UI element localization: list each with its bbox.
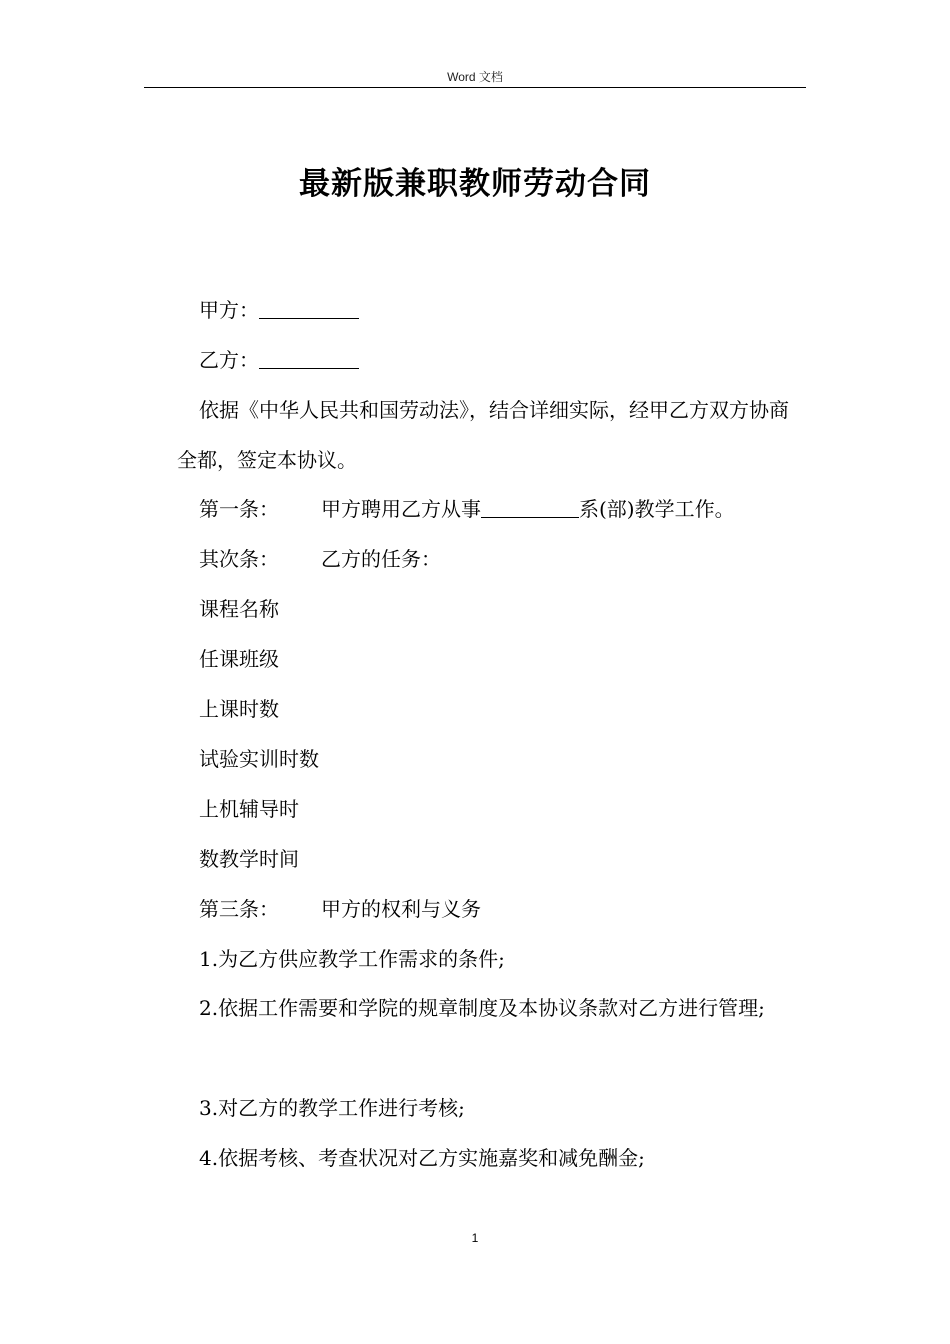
task-item: 课程名称 — [199, 597, 279, 621]
task-item: 上机辅导时 — [199, 797, 299, 821]
party-b-blank — [259, 348, 359, 369]
clause-2: 2.依据工作需要和学院的规章制度及本协议条款对乙方进行管理; — [199, 996, 765, 1020]
article-3-text: 甲方的权利与义务 — [321, 897, 481, 921]
clause-3: 3.对乙方的教学工作进行考核; — [199, 1096, 465, 1120]
article-3-label: 第三条： — [199, 897, 279, 921]
clause-4: 4.依据考核、考查状况对乙方实施嘉奖和减免酬金; — [199, 1146, 645, 1170]
article-1-label: 第一条： — [199, 497, 279, 521]
party-b-label: 乙方： — [199, 348, 259, 372]
clause-1: 1.为乙方供应教学工作需求的条件; — [199, 947, 505, 971]
document-title: 最新版兼职教师劳动合同 — [299, 166, 651, 202]
party-a-line — [199, 298, 359, 322]
article-1 — [199, 497, 735, 521]
article-2-label: 其次条： — [199, 547, 279, 571]
header-rule — [144, 87, 806, 88]
header-label: Word 文档 — [447, 70, 503, 84]
party-a-blank — [259, 298, 359, 319]
party-b-line — [199, 348, 359, 372]
article-1-text-b: 系(部)教学工作。 — [579, 497, 735, 521]
article-2-text: 乙方的任务： — [321, 547, 441, 571]
article-2 — [199, 547, 441, 571]
page-number: 1 — [471, 1231, 479, 1245]
article-1-blank — [481, 497, 579, 518]
task-item: 任课班级 — [199, 647, 279, 671]
task-item: 数教学时间 — [199, 847, 299, 871]
article-1-text-a: 甲方聘用乙方从事 — [321, 497, 481, 521]
party-a-label: 甲方： — [199, 298, 259, 322]
task-item: 上课时数 — [199, 697, 279, 721]
intro-paragraph: 依据《中华人民共和国劳动法》，结合详细实际，经甲乙方双方协商全都，签定本协议。 — [177, 398, 789, 472]
article-3 — [199, 897, 481, 921]
task-item: 试验实训时数 — [199, 747, 319, 771]
